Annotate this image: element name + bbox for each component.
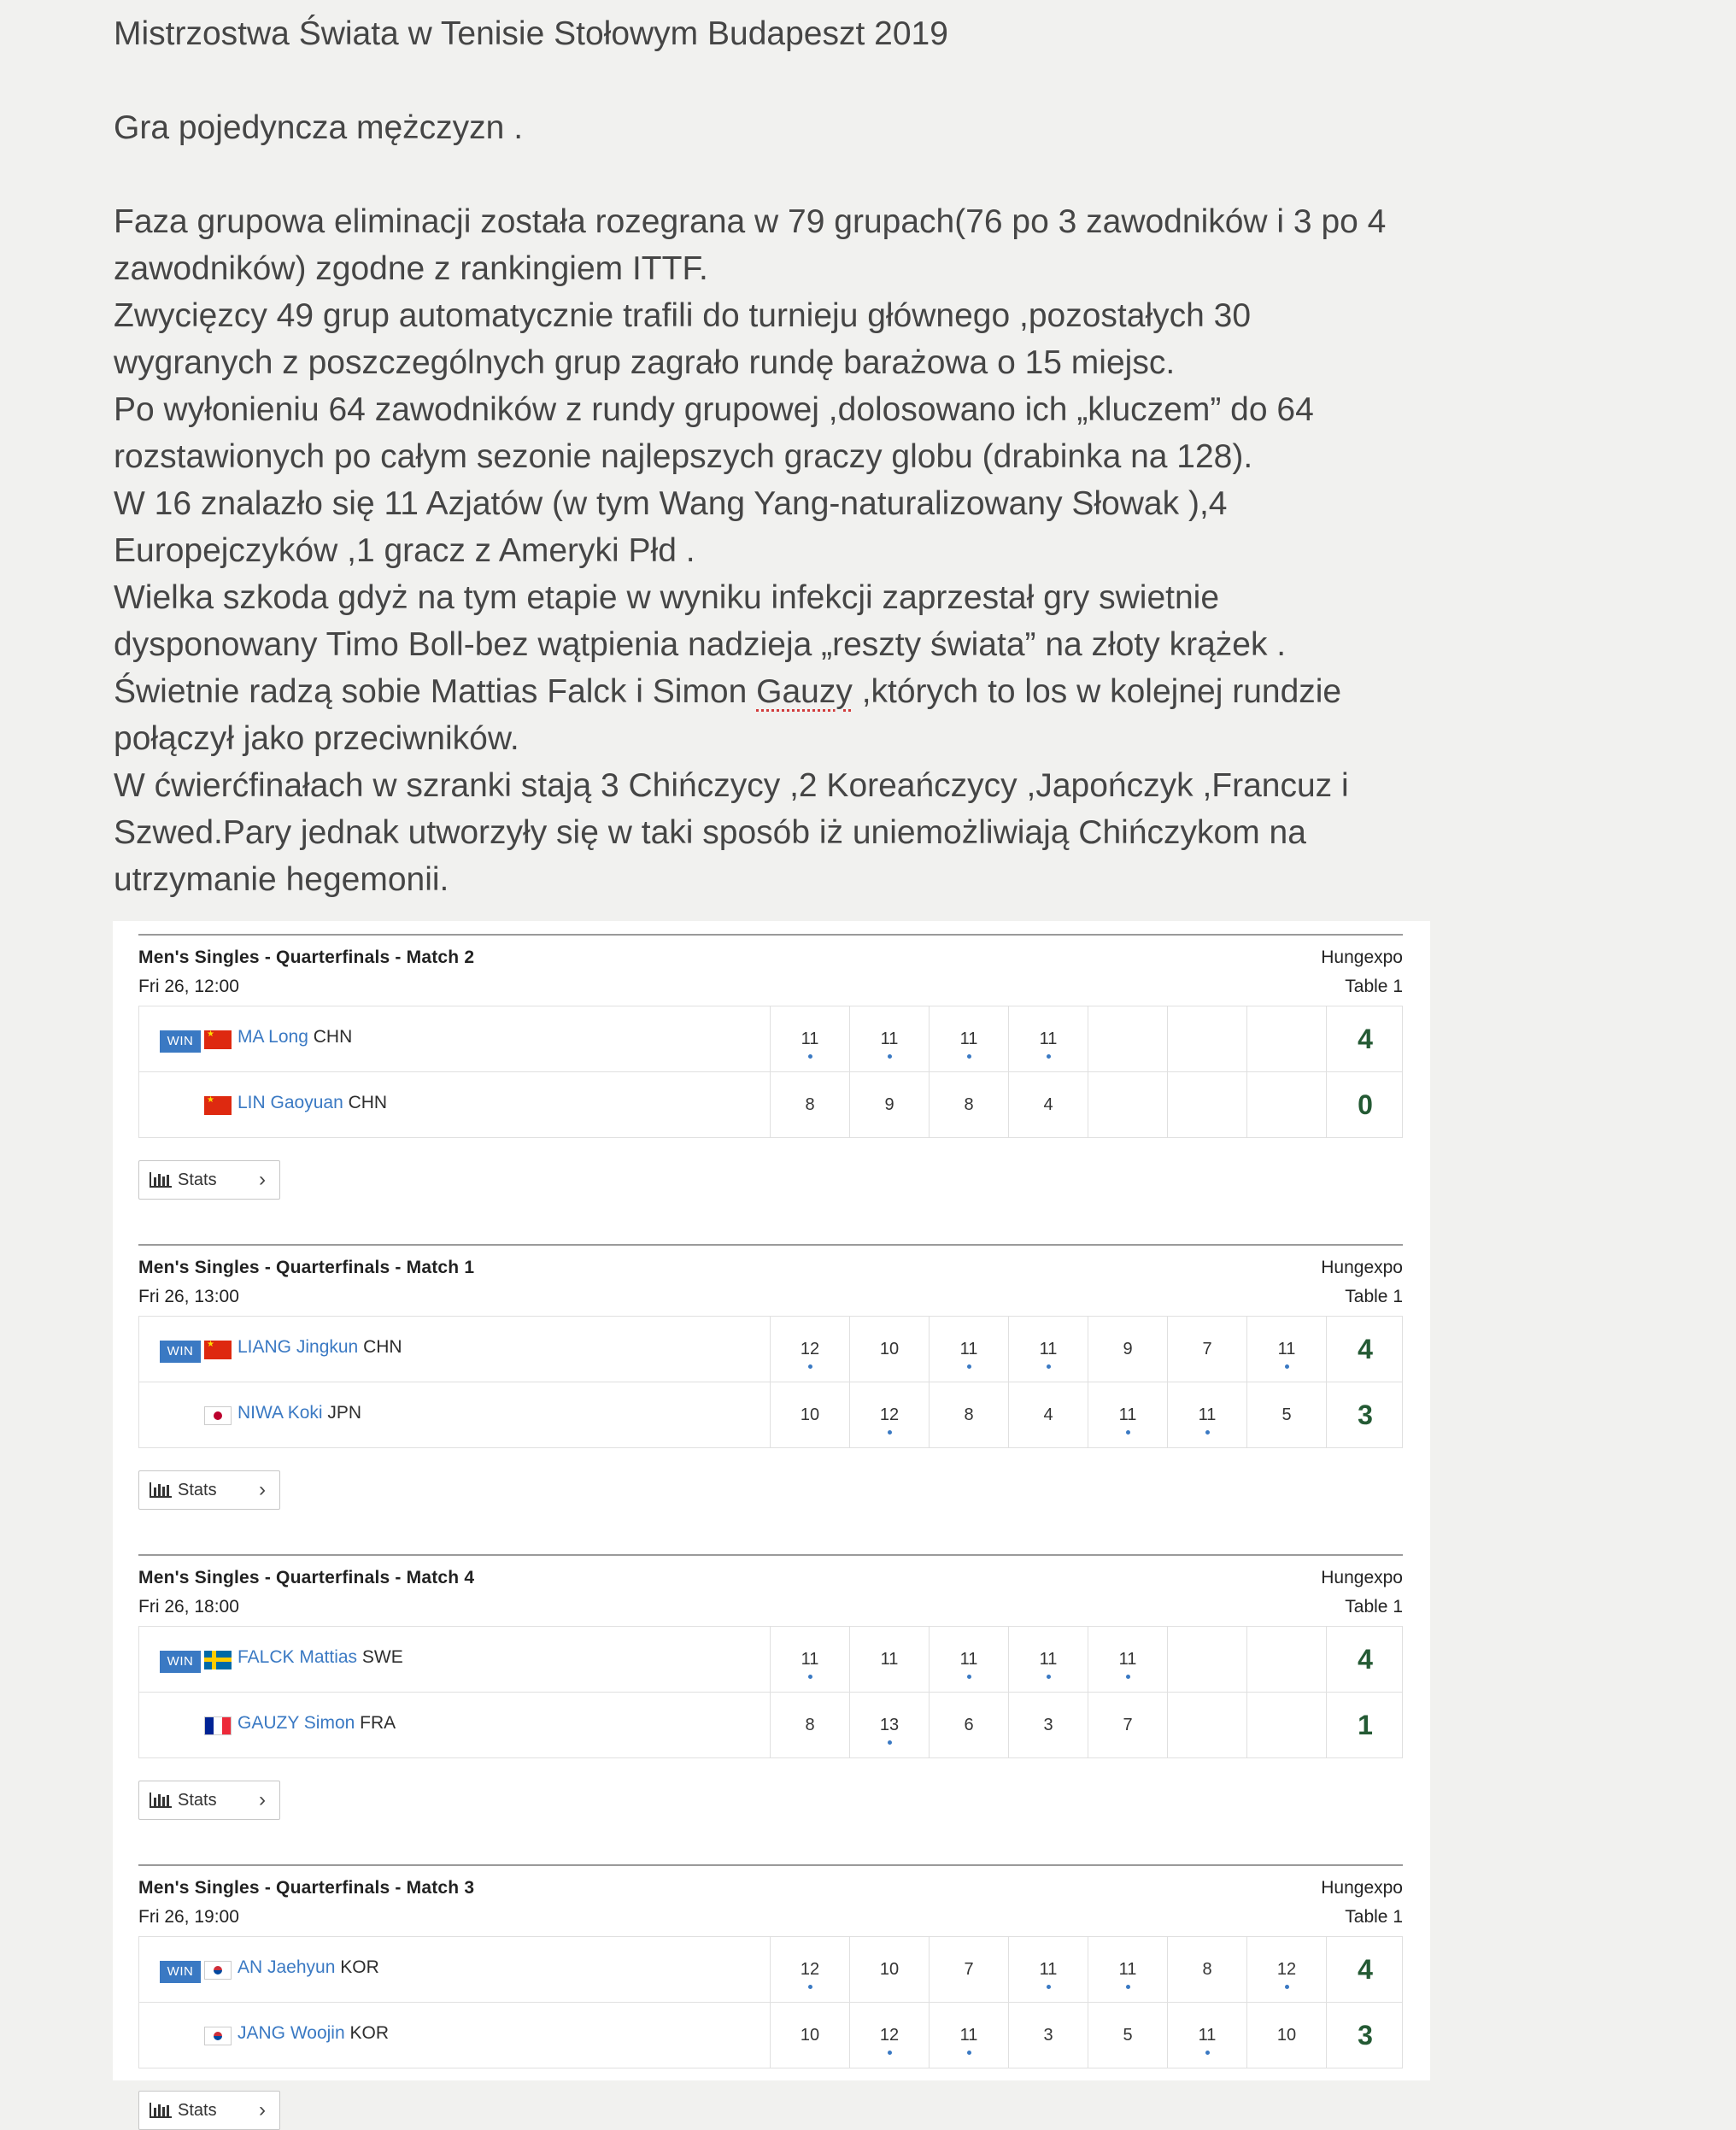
game-won-dot [1047, 1054, 1051, 1059]
game-score-value: 11 [1039, 1960, 1058, 1979]
game-won-dot [1205, 1430, 1210, 1435]
bar-chart-icon [150, 1793, 172, 1808]
player-cell [139, 1006, 771, 1071]
win-badge: WIN [160, 1341, 201, 1363]
game-score [1247, 1072, 1327, 1137]
article-text-segment: ,których to los w kolejnej rundzie [852, 673, 1342, 710]
game-won-dot [967, 1675, 971, 1679]
game-score [1168, 1937, 1247, 2002]
stats-button[interactable] [138, 1781, 280, 1820]
flag-swe-icon [204, 1651, 232, 1669]
game-score [1168, 1382, 1247, 1447]
game-score-value: 10 [800, 1405, 820, 1424]
game-score-value: 4 [1043, 1405, 1053, 1424]
game-score [850, 1382, 930, 1447]
game-score-value: 11 [1118, 1650, 1137, 1669]
match-card [138, 934, 1403, 1200]
game-score [1009, 1317, 1088, 1382]
game-score [771, 2003, 850, 2068]
game-score-value: 8 [805, 1095, 815, 1114]
match-venue: Hungexpo [1321, 948, 1403, 967]
game-score [1247, 1627, 1327, 1692]
game-score-value: 12 [879, 2026, 900, 2045]
stats-button[interactable] [138, 1470, 280, 1510]
game-score [1088, 2003, 1168, 2068]
game-score [1009, 1937, 1088, 2002]
match-table: Table 1 [1345, 977, 1403, 996]
game-won-dot [1047, 1675, 1051, 1679]
game-score-value: 11 [1039, 1340, 1058, 1358]
game-score-value: 8 [964, 1405, 974, 1424]
stats-button[interactable] [138, 1160, 280, 1200]
stats-button[interactable] [138, 2091, 280, 2130]
player-row [139, 1627, 1402, 1693]
game-score-value: 11 [1039, 1650, 1058, 1669]
player-link[interactable]: JANG Woojin [238, 2023, 345, 2043]
player-name [238, 1713, 396, 1734]
article-line: Zwycięzcy 49 grup automatycznie trafili do turnieju głównego ,pozostałych 30 [114, 297, 1252, 334]
player-cell [139, 1627, 771, 1692]
game-score [771, 1382, 850, 1447]
spacer [114, 151, 1446, 198]
game-score [850, 1317, 930, 1382]
player-name [238, 1647, 403, 1668]
score-table [138, 1316, 1403, 1448]
stats-label: Stats [178, 1481, 217, 1499]
article-line: Po wyłonieniu 64 zawodników z rundy grupowej ,dolosowano ich „kluczem” do 64 [114, 391, 1314, 428]
match-table: Table 1 [1345, 1907, 1403, 1927]
match-total: 4 [1358, 1024, 1373, 1054]
game-score-value: 7 [964, 1960, 974, 1979]
match-venue: Hungexpo [1321, 1878, 1403, 1898]
game-won-dot [888, 1430, 892, 1435]
game-score-value: 10 [879, 1960, 900, 1979]
article-line: W 16 znalazło się 11 Azjatów (w tym Wang Yang-naturalizowany Słowak ),4 [114, 485, 1228, 522]
flag-fra-icon [204, 1716, 232, 1735]
bar-chart-icon [150, 1482, 172, 1498]
win-badge: WIN [160, 1961, 201, 1983]
article-line: Faza grupowa eliminacji została rozegrana w 79 grupach(76 po 3 zawodników i 3 po 4 [114, 203, 1387, 240]
player-link[interactable]: LIANG Jingkun [238, 1337, 359, 1357]
game-score-value: 8 [1202, 1960, 1212, 1979]
player-name [238, 1027, 352, 1047]
player-link[interactable]: NIWA Koki [238, 1403, 323, 1423]
chevron-right-icon: › [259, 1168, 266, 1191]
game-score-value: 7 [1123, 1716, 1133, 1734]
game-score-value: 11 [959, 1650, 978, 1669]
game-score [930, 2003, 1009, 2068]
article-text [114, 10, 1446, 903]
results-screenshot [113, 921, 1430, 2121]
article-title: Mistrzostwa Świata w Tenisie Stołowym Budapeszt 2019 [114, 15, 948, 52]
game-score-value: 3 [1043, 1716, 1053, 1734]
match-time: Fri 26, 18:00 [138, 1597, 239, 1617]
game-won-dot [808, 1675, 812, 1679]
game-score-value: 9 [884, 1095, 894, 1114]
game-score-value: 10 [800, 2026, 820, 2045]
game-score-value: 12 [800, 1340, 820, 1358]
match-header [138, 1556, 1403, 1626]
game-score-value: 11 [959, 2026, 978, 2045]
game-won-dot [967, 2051, 971, 2055]
game-score [1009, 1006, 1088, 1071]
game-score-value: 11 [1198, 1405, 1217, 1424]
game-score-value: 11 [959, 1340, 978, 1358]
player-name [238, 1093, 387, 1113]
game-won-dot [1285, 1985, 1289, 1989]
flag-chn-icon [204, 1030, 232, 1049]
game-score [771, 1693, 850, 1757]
game-score-value: 12 [1276, 1960, 1297, 1979]
game-score-value: 9 [1123, 1340, 1133, 1358]
article-line: Wielka szkoda gdyż na tym etapie w wyniku infekcji zaprzestał gry swietnie [114, 579, 1220, 616]
game-score-value: 11 [880, 1650, 899, 1669]
match-card [138, 1864, 1403, 2130]
game-score [771, 1937, 850, 2002]
article-line: W ćwierćfinałach w szranki stają 3 Chińczycy ,2 Koreańczycy ,Japończyk ,Francuz i [114, 767, 1349, 804]
player-country: FRA [355, 1713, 396, 1733]
match-table: Table 1 [1345, 1597, 1403, 1617]
game-score [1247, 1382, 1327, 1447]
game-won-dot [967, 1364, 971, 1369]
game-score [1009, 1072, 1088, 1137]
flag-jpn-icon [204, 1406, 232, 1425]
match-card [138, 1554, 1403, 1820]
article-line: Szwed.Pary jednak utworzyły się w taki sposób iż uniemożliwiają Chińczykom na [114, 814, 1306, 851]
game-score-value: 12 [800, 1960, 820, 1979]
game-score [1247, 1006, 1327, 1071]
player-row [139, 2003, 1402, 2068]
player-link[interactable]: FALCK Mattias [238, 1647, 358, 1667]
chevron-right-icon: › [259, 1478, 266, 1501]
match-total: 4 [1358, 1954, 1373, 1985]
game-won-dot [1205, 2051, 1210, 2055]
article-line: Europejczyków ,1 gracz z Ameryki Płd . [114, 532, 695, 569]
player-row [139, 1317, 1402, 1382]
article-subtitle: Gra pojedyncza mężczyzn . [114, 109, 524, 146]
game-score [850, 1006, 930, 1071]
match-venue: Hungexpo [1321, 1258, 1403, 1277]
game-won-dot [888, 1054, 892, 1059]
flag-kor-icon [204, 2027, 232, 2045]
game-score-value: 11 [801, 1030, 819, 1048]
game-score-value: 7 [1202, 1340, 1212, 1358]
player-name [238, 1957, 379, 1978]
stats-label: Stats [178, 2101, 217, 2120]
game-score-value: 10 [879, 1340, 900, 1358]
game-score-value: 11 [801, 1650, 819, 1669]
game-score [1009, 1693, 1088, 1757]
game-score [1009, 2003, 1088, 2068]
flag-kor-icon [204, 1961, 232, 1980]
match-venue: Hungexpo [1321, 1568, 1403, 1587]
game-won-dot [808, 1054, 812, 1059]
match-title: Men's Singles - Quarterfinals - Match 4 [138, 1568, 475, 1587]
game-score [771, 1317, 850, 1382]
player-row [139, 1382, 1402, 1448]
game-score [850, 1627, 930, 1692]
flag-chn-icon [204, 1096, 232, 1115]
game-score [930, 1382, 1009, 1447]
game-score-value: 11 [1277, 1340, 1296, 1358]
game-score [1168, 1006, 1247, 1071]
game-score [850, 1693, 930, 1757]
flag-chn-icon [204, 1341, 232, 1359]
bar-chart-icon [150, 2103, 172, 2118]
game-score [1168, 1693, 1247, 1757]
match-title: Men's Singles - Quarterfinals - Match 1 [138, 1258, 475, 1277]
player-name [238, 2023, 389, 2044]
win-badge: WIN [160, 1030, 201, 1053]
player-cell [139, 1072, 771, 1137]
game-score [1088, 1006, 1168, 1071]
stats-label: Stats [178, 1791, 217, 1810]
game-score [930, 1006, 1009, 1071]
game-won-dot [1047, 1985, 1051, 1989]
match-title: Men's Singles - Quarterfinals - Match 2 [138, 948, 475, 967]
player-cell [139, 1937, 771, 2002]
game-score [1247, 1937, 1327, 2002]
match-header [138, 936, 1403, 1006]
player-link[interactable]: LIN Gaoyuan [238, 1093, 343, 1112]
player-cell [139, 1693, 771, 1757]
article-line: rozstawionych po całym sezonie najlepszych graczy globu (drabinka na 128). [114, 438, 1253, 475]
player-name [238, 1337, 402, 1358]
player-country: KOR [335, 1957, 379, 1977]
article-line: zawodników) zgodne z rankingiem ITTF. [114, 250, 708, 287]
player-link[interactable]: MA Long [238, 1027, 308, 1047]
game-won-dot [967, 1054, 971, 1059]
player-country: KOR [344, 2023, 389, 2043]
game-score [1088, 1382, 1168, 1447]
article-line: dysponowany Timo Boll-bez wątpienia nadzieja „reszty świata” na złoty krążek . [114, 626, 1287, 663]
game-score [1088, 1627, 1168, 1692]
game-won-dot [1126, 1675, 1130, 1679]
player-country: CHN [358, 1337, 402, 1357]
player-country: JPN [322, 1403, 362, 1423]
player-row [139, 1006, 1402, 1072]
win-badge: WIN [160, 1651, 201, 1673]
game-score-value: 5 [1281, 1405, 1292, 1424]
game-score [1009, 1627, 1088, 1692]
game-score [850, 2003, 930, 2068]
score-table [138, 1936, 1403, 2068]
game-score [930, 1693, 1009, 1757]
game-score [771, 1006, 850, 1071]
player-country: CHN [343, 1093, 388, 1112]
game-score-value: 3 [1043, 2026, 1053, 2045]
match-time: Fri 26, 19:00 [138, 1907, 239, 1927]
game-won-dot [1047, 1364, 1051, 1369]
match-header [138, 1246, 1403, 1316]
game-score-value: 5 [1123, 2026, 1133, 2045]
game-score-value: 11 [1198, 2026, 1217, 2045]
game-score [1168, 1072, 1247, 1137]
game-score [1168, 2003, 1247, 2068]
game-won-dot [888, 2051, 892, 2055]
match-total: 4 [1358, 1334, 1373, 1364]
player-link[interactable]: GAUZY Simon [238, 1713, 355, 1733]
game-score-value: 6 [964, 1716, 974, 1734]
bar-chart-icon [150, 1172, 172, 1188]
game-score-value: 8 [964, 1095, 974, 1114]
player-row [139, 1072, 1402, 1138]
game-won-dot [1285, 1364, 1289, 1369]
game-score [771, 1627, 850, 1692]
player-cell [139, 1382, 771, 1447]
game-won-dot [1126, 1985, 1130, 1989]
stats-label: Stats [178, 1171, 217, 1189]
match-time: Fri 26, 12:00 [138, 977, 239, 996]
game-score [1088, 1317, 1168, 1382]
player-cell [139, 1317, 771, 1382]
game-score-value: 10 [1276, 2026, 1297, 2045]
player-cell [139, 2003, 771, 2068]
game-score-value: 13 [879, 1716, 900, 1734]
game-score [850, 1072, 930, 1137]
game-score [771, 1072, 850, 1137]
article-line: wygranych z poszczególnych grup zagrało rundę barażowa o 15 miejsc. [114, 344, 1176, 381]
spellcheck-word[interactable]: Gauzy [756, 673, 853, 710]
game-score-value: 11 [880, 1030, 899, 1048]
article-line [114, 668, 1446, 715]
game-score-value: 4 [1043, 1095, 1053, 1114]
game-score [1009, 1382, 1088, 1447]
match-total: 4 [1358, 1644, 1373, 1675]
match-total: 3 [1358, 1399, 1373, 1430]
game-score [930, 1072, 1009, 1137]
game-score [930, 1627, 1009, 1692]
game-score [1168, 1627, 1247, 1692]
player-link[interactable]: AN Jaehyun [238, 1957, 336, 1977]
game-won-dot [808, 1985, 812, 1989]
game-score-value: 11 [1118, 1960, 1137, 1979]
game-score [1247, 2003, 1327, 2068]
player-name [238, 1403, 361, 1423]
player-row [139, 1693, 1402, 1758]
match-time: Fri 26, 13:00 [138, 1287, 239, 1306]
game-score-value: 12 [879, 1405, 900, 1424]
chevron-right-icon: › [259, 2098, 266, 2121]
game-won-dot [1126, 1430, 1130, 1435]
score-table [138, 1626, 1403, 1758]
match-total: 3 [1358, 2020, 1373, 2051]
game-score-value: 11 [959, 1030, 978, 1048]
game-score-value: 11 [1039, 1030, 1058, 1048]
article-text-segment: Świetnie radzą sobie Mattias Falck i Simon [114, 673, 757, 710]
article-line: utrzymanie hegemonii. [114, 861, 449, 898]
match-table: Table 1 [1345, 1287, 1403, 1306]
game-won-dot [808, 1364, 812, 1369]
game-score [1088, 1937, 1168, 2002]
game-score [1247, 1317, 1327, 1382]
player-row [139, 1937, 1402, 2003]
match-total: 0 [1358, 1089, 1373, 1120]
game-score [1088, 1693, 1168, 1757]
game-score [1247, 1693, 1327, 1757]
game-score [930, 1937, 1009, 2002]
player-country: CHN [308, 1027, 353, 1047]
game-score-value: 8 [805, 1716, 815, 1734]
game-score [1168, 1317, 1247, 1382]
player-country: SWE [357, 1647, 403, 1667]
game-score [1088, 1072, 1168, 1137]
score-table [138, 1006, 1403, 1138]
match-card [138, 1244, 1403, 1510]
game-score [930, 1317, 1009, 1382]
game-score-value: 11 [1118, 1405, 1137, 1424]
spacer [114, 57, 1446, 104]
match-total: 1 [1358, 1710, 1373, 1740]
game-score [850, 1937, 930, 2002]
chevron-right-icon: › [259, 1788, 266, 1811]
game-won-dot [888, 1740, 892, 1745]
match-title: Men's Singles - Quarterfinals - Match 3 [138, 1878, 475, 1898]
article-line: połączył jako przeciwników. [114, 720, 519, 757]
match-header [138, 1866, 1403, 1936]
